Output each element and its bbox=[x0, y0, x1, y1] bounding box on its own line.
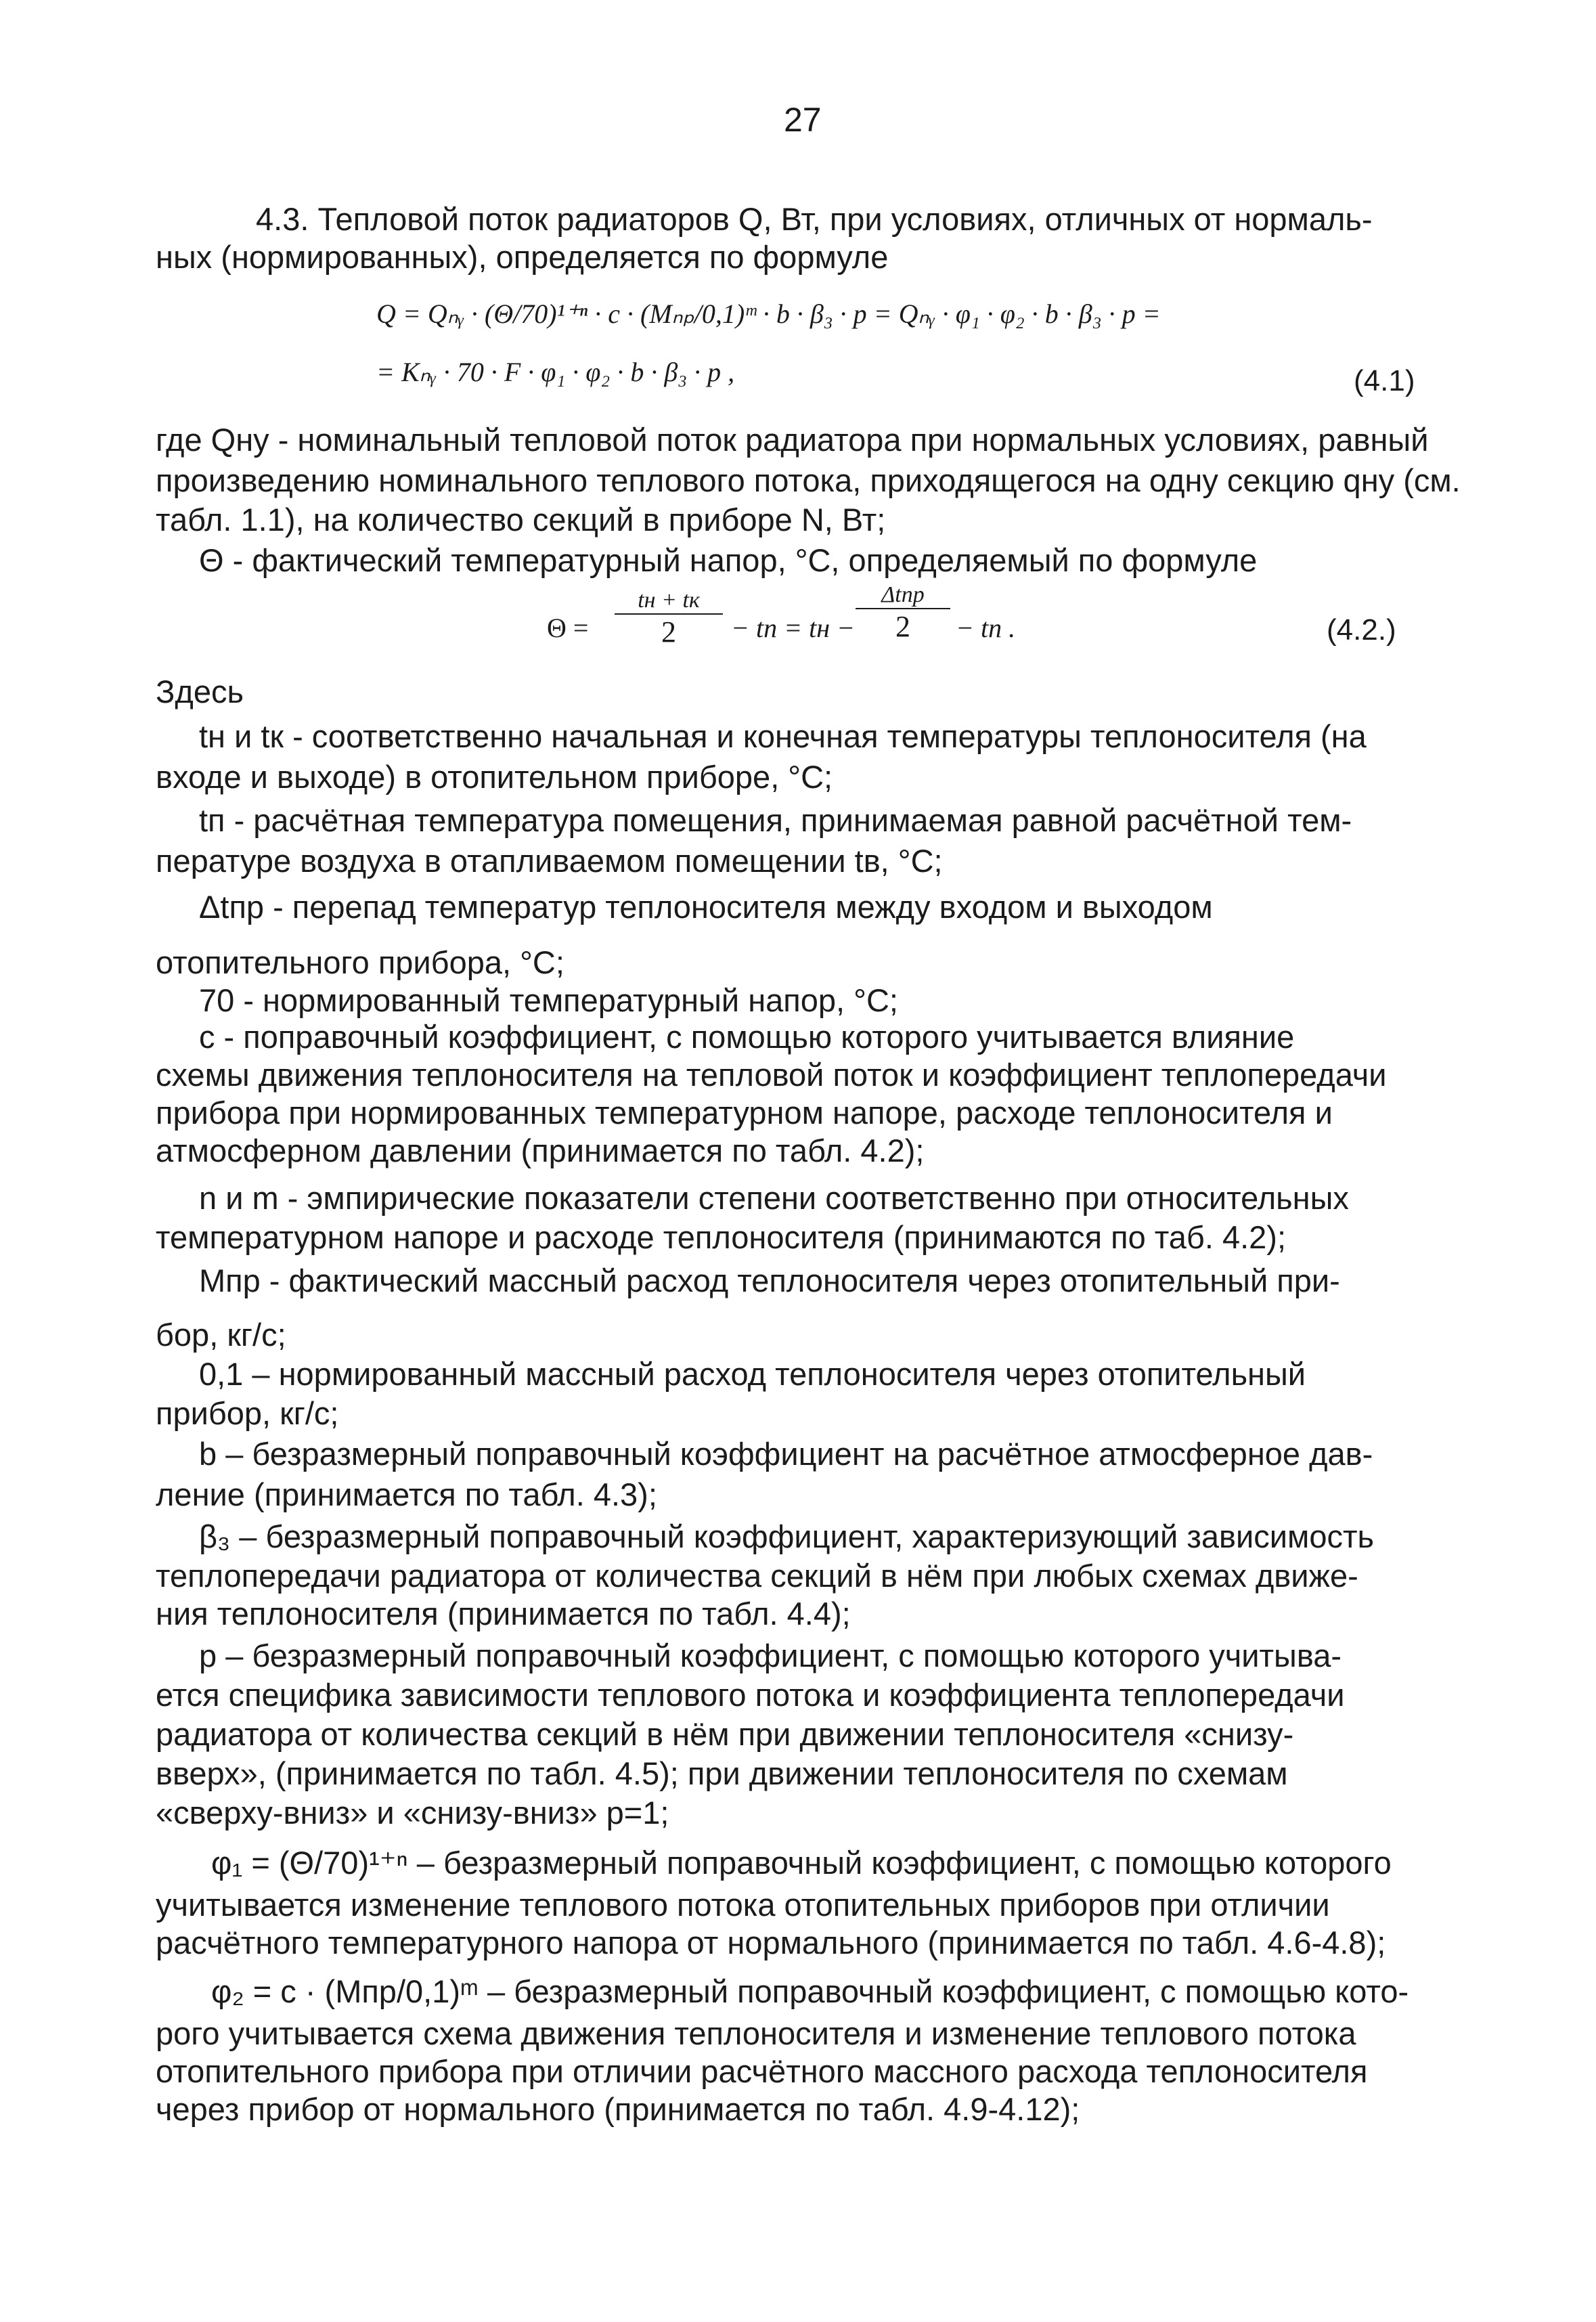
definition-line: прибор, кг/с; bbox=[156, 1395, 339, 1431]
definition-line: n и m - эмпирические показатели степени соответственно при относительных bbox=[199, 1180, 1349, 1216]
definition-line: отопительного прибора при отличии расчётного массного расхода теплоносителя bbox=[156, 2053, 1368, 2089]
definition-line: b – безразмерный поправочный коэффициент на расчётное атмосферное дав- bbox=[199, 1436, 1373, 1472]
fraction bbox=[856, 582, 950, 644]
definition-line: Θ - фактический температурный напор, °С, определяемый по формуле bbox=[199, 542, 1258, 578]
definition-line: «сверху-вниз» и «снизу-вниз» р=1; bbox=[156, 1795, 669, 1831]
definition-line: пературе воздуха в отапливаемом помещении tв, °С; bbox=[156, 843, 943, 879]
formula-4-1-row1: Q = Qₙᵧ · (Θ/70)¹⁺ⁿ · c · (Mₙₚ/0,1)ᵐ · b · β₃ · p = Qₙᵧ · φ₁ · φ₂ · b · β₃ · p = bbox=[376, 299, 1161, 329]
definition-line: φ₁ = (Θ/70)¹⁺ⁿ – безразмерный поправочный коэффициент, с помощью которого bbox=[211, 1845, 1392, 1881]
formula-4-2-tail: − tп . bbox=[956, 613, 1016, 643]
definition-line: β₃ – безразмерный поправочный коэффициент, характеризующий зависимость bbox=[199, 1518, 1374, 1554]
definition-line: Δtпр - перепад температур теплоносителя между входом и выходом bbox=[199, 889, 1213, 925]
definition-line: Mпр - фактический массный расход теплоносителя через отопительный при- bbox=[199, 1263, 1340, 1298]
definition-line: 70 - нормированный температурный напор, °С; bbox=[199, 982, 898, 1018]
definition-line: атмосферном давлении (принимается по табл. 4.2); bbox=[156, 1133, 925, 1168]
definition-line: φ₂ = c · (Mпр/0,1)ᵐ – безразмерный поправочный коэффициент, с помощью кото- bbox=[211, 1973, 1409, 2009]
definition-line: ния теплоносителя (принимается по табл. 4.4); bbox=[156, 1596, 851, 1631]
definition-line: табл. 1.1), на количество секций в приборе N, Вт; bbox=[156, 502, 886, 538]
fraction-numerator: Δtпр bbox=[856, 582, 950, 609]
fraction bbox=[615, 588, 723, 649]
definition-line: произведению номинального теплового потока, приходящегося на одну секцию qну (см. bbox=[156, 462, 1461, 498]
fraction-denominator: 2 bbox=[895, 610, 910, 643]
page-number: 27 bbox=[784, 101, 822, 139]
definition-line: бор, кг/с; bbox=[156, 1317, 286, 1353]
definition-line: вверх», (принимается по табл. 4.5); при движении теплоносителя по схемам bbox=[156, 1755, 1288, 1791]
formula-4-1-row2: = Kₙᵧ · 70 · F · φ₁ · φ₂ · b · β₃ · p , bbox=[376, 357, 735, 387]
definition-line: р – безразмерный поправочный коэффициент, с помощью которого учитыва- bbox=[199, 1638, 1342, 1673]
formula-4-2-mid: − tп = tн − bbox=[731, 613, 856, 643]
definition-line: 0,1 – нормированный массный расход теплоносителя через отопительный bbox=[199, 1356, 1306, 1392]
definition-line: с - поправочный коэффициент, с помощью которого учитывается влияние bbox=[199, 1019, 1295, 1055]
definition-line: теплопередачи радиатора от количества секций в нём при любых схемах движе- bbox=[156, 1558, 1358, 1594]
formula-number: (4.1) bbox=[1354, 364, 1415, 397]
definition-line: радиатора от количества секций в нём при движении теплоносителя «снизу- bbox=[156, 1716, 1294, 1752]
section-heading-line: 4.3. Тепловой поток радиаторов Q, Вт, при условиях, отличных от нормаль- bbox=[256, 201, 1373, 237]
definition-line: ление (принимается по табл. 4.3); bbox=[156, 1476, 657, 1512]
definition-line: tп - расчётная температура помещения, принимаемая равной расчётной тем- bbox=[199, 802, 1352, 838]
fraction-denominator: 2 bbox=[661, 615, 676, 649]
definition-line: расчётного температурного напора от нормального (принимается по табл. 4.6-4.8); bbox=[156, 1925, 1386, 1960]
definition-line: ется специфика зависимости теплового потока и коэффициента теплопередачи bbox=[156, 1677, 1345, 1713]
definition-line: через прибор от нормального (принимается по табл. 4.9-4.12); bbox=[156, 2091, 1080, 2127]
definition-line: прибора при нормированных температурном напоре, расходе теплоносителя и bbox=[156, 1095, 1333, 1131]
definition-line: отопительного прибора, °С; bbox=[156, 944, 564, 980]
definition-line: входе и выходе) в отопительном приборе, °С; bbox=[156, 759, 833, 795]
section-heading-line: ных (нормированных), определяется по формуле bbox=[156, 239, 889, 275]
definition-line: схемы движения теплоносителя на тепловой поток и коэффициент теплопередачи bbox=[156, 1057, 1387, 1093]
definition-line: температурном напоре и расходе теплоносителя (принимаются по таб. 4.2); bbox=[156, 1219, 1287, 1255]
fraction-numerator: tн + tк bbox=[615, 588, 723, 615]
definition-line: tн и tк - соответственно начальная и конечная температуры теплоносителя (на bbox=[199, 718, 1367, 754]
formula-number: (4.2.) bbox=[1327, 613, 1396, 647]
definition-line: где Qну - номинальный тепловой поток радиатора при нормальных условиях, равный bbox=[156, 422, 1429, 458]
definition-line: рого учитывается схема движения теплоносителя и изменение теплового потока bbox=[156, 2015, 1356, 2051]
definition-line: учитывается изменение теплового потока отопительных приборов при отличии bbox=[156, 1887, 1330, 1923]
formula-4-2-lhs: Θ = bbox=[547, 613, 589, 643]
zdes-label: Здесь bbox=[156, 674, 244, 709]
